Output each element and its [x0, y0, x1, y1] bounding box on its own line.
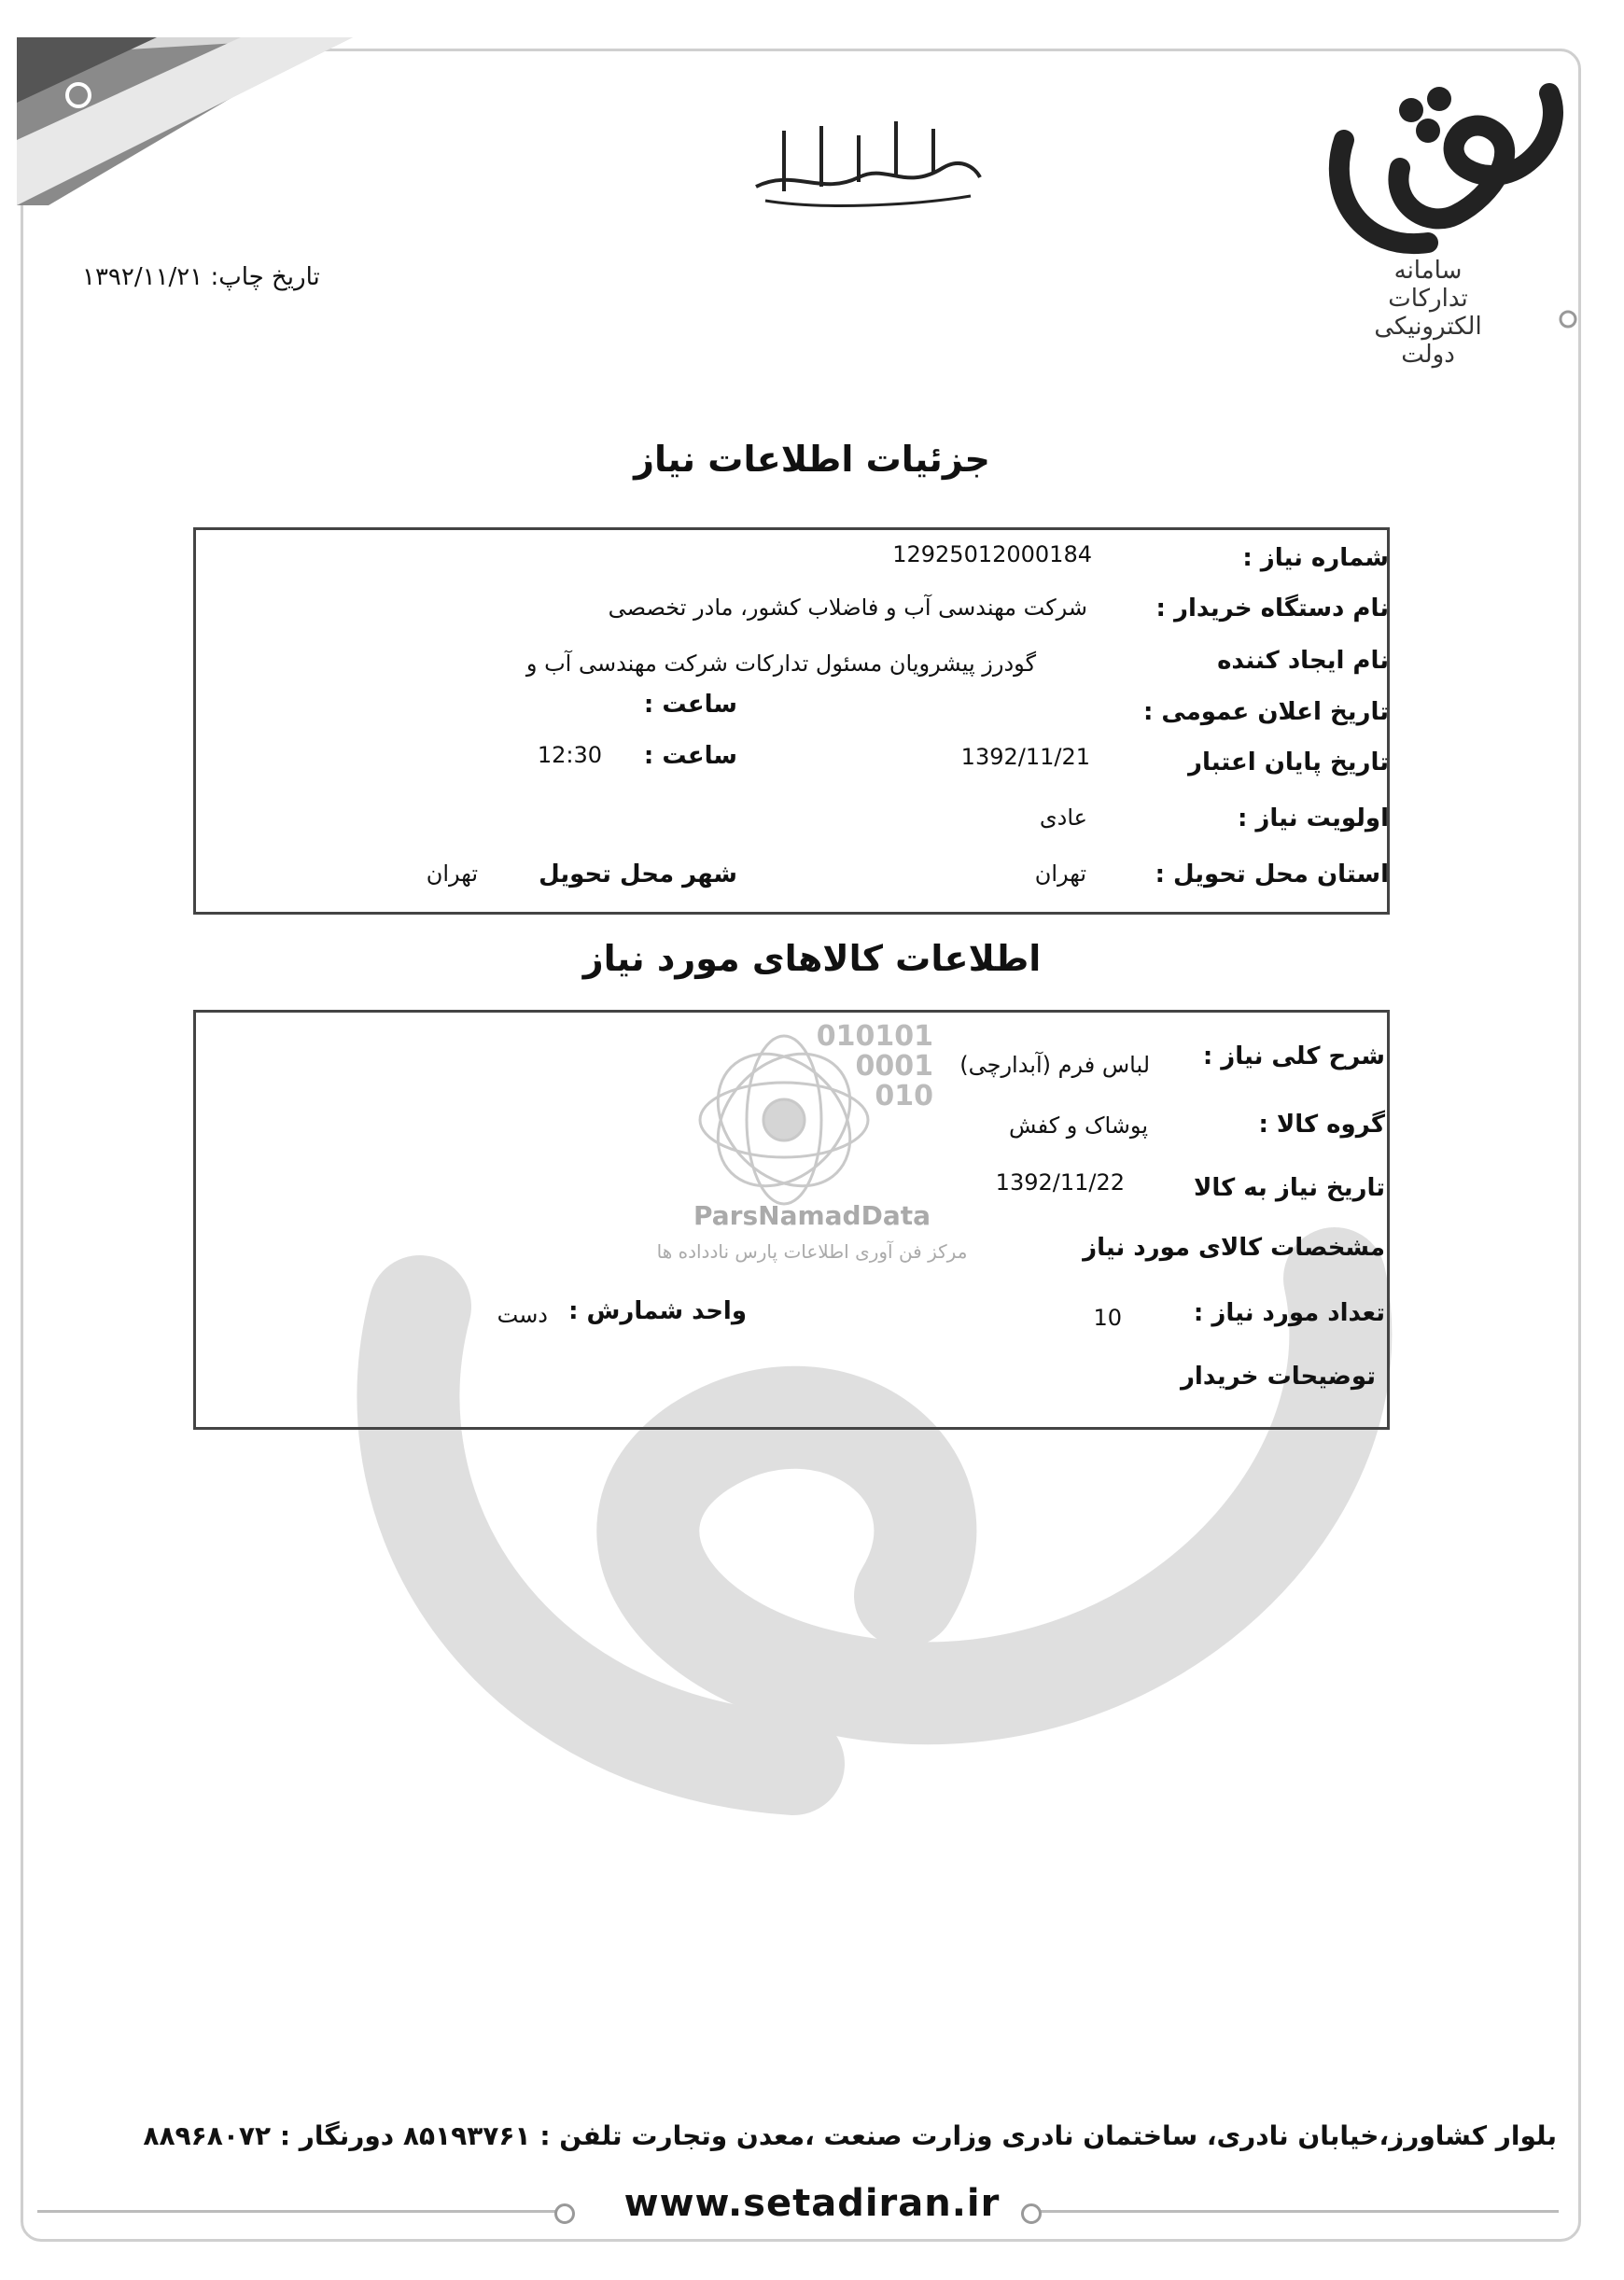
- watermark-binary-2: 0001: [855, 1050, 933, 1083]
- goods-group-label: گروه کالا :: [1258, 1111, 1385, 1139]
- goods-specs-label: مشخصات کالای مورد نیاز: [1083, 1234, 1385, 1262]
- need-number-value: 12925012000184: [892, 541, 1092, 567]
- buyer-org-label: نام دستگاه خریدار :: [1155, 594, 1389, 622]
- buyer-notes-label: توضیحات خریدار: [1180, 1363, 1376, 1391]
- count-unit-value: دست: [497, 1302, 548, 1328]
- announce-date-label: تاریخ اعلان عمومی :: [1142, 698, 1389, 726]
- print-date-value: ۱۳۹۲/۱۱/۲۱: [82, 263, 203, 291]
- general-desc-label: شرح کلی نیاز :: [1202, 1042, 1385, 1070]
- priority-value: عادی: [1039, 804, 1087, 831]
- general-desc-value: لباس فرم (آبدارچی): [959, 1052, 1150, 1078]
- section-title-need-details: جزئیات اطلاعات نیاز: [634, 439, 990, 480]
- print-date-label: تاریخ چاپ:: [210, 263, 320, 291]
- section-title-goods-info: اطلاعات کالاهای مورد نیاز: [582, 938, 1042, 979]
- need-date-label: تاریخ نیاز به کالا: [1193, 1174, 1385, 1202]
- watermark-subtitle: مرکز فن آوری اطلاعات پارس نادداده ها: [656, 1240, 968, 1263]
- svg-text:تدارکات: تدارکات: [1388, 285, 1468, 313]
- announce-time-label: ساعت :: [643, 691, 737, 719]
- svg-text:سامانه: سامانه: [1393, 257, 1463, 285]
- need-number-label: شماره نیاز :: [1242, 544, 1389, 572]
- quantity-label: تعداد مورد نیاز :: [1193, 1299, 1385, 1327]
- footer-website: www.setadiran.ir: [623, 2182, 1001, 2225]
- bismillah-calligraphy: [747, 112, 989, 215]
- iran-flag-corner: [17, 37, 353, 205]
- delivery-city-value: تهران: [426, 860, 478, 887]
- delivery-province-value: تهران: [1034, 860, 1086, 887]
- validity-end-label: تاریخ پایان اعتبار: [1188, 748, 1389, 776]
- creator-value: گودرز پیشرویان مسئول تدارکات شرکت مهندسی آب و: [525, 650, 1036, 677]
- svg-text:دولت: دولت: [1401, 341, 1455, 369]
- creator-label: نام ایجاد کننده: [1217, 647, 1389, 675]
- validity-end-value: 1392/11/21: [960, 744, 1090, 770]
- count-unit-label: واحد شمارش :: [568, 1297, 747, 1325]
- watermark-binary-3: 010: [875, 1080, 933, 1112]
- need-date-value: 1392/11/22: [995, 1169, 1125, 1196]
- priority-label: اولویت نیاز :: [1237, 804, 1389, 832]
- quantity-value: 10: [1093, 1305, 1122, 1331]
- buyer-org-value: شرکت مهندسی آب و فاضلاب کشور، مادر تخصصی: [608, 594, 1087, 621]
- validity-time-label: ساعت :: [643, 742, 737, 770]
- setad-logo: [1288, 56, 1587, 373]
- validity-time-value: 12:30: [537, 742, 602, 768]
- svg-text:الکترونیکی: الکترونیکی: [1374, 313, 1482, 341]
- watermark-binary-1: 010101: [816, 1020, 933, 1053]
- delivery-province-label: استان محل تحویل :: [1155, 860, 1389, 888]
- delivery-city-label: شهر محل تحویل: [539, 860, 737, 888]
- goods-group-value: پوشاک و کفش: [1009, 1112, 1148, 1139]
- watermark-brand: ParsNamadData: [693, 1200, 931, 1231]
- footer-address: بلوار کشاورز،خیابان نادری، ساختمان نادری وزارت صنعت ،معدن وتجارت تلفن : ۸۵۱۹۳۷۶۱ دورنگار : ۸۸۹۶۸۰۷۲: [143, 2120, 1557, 2151]
- print-date: [82, 263, 320, 291]
